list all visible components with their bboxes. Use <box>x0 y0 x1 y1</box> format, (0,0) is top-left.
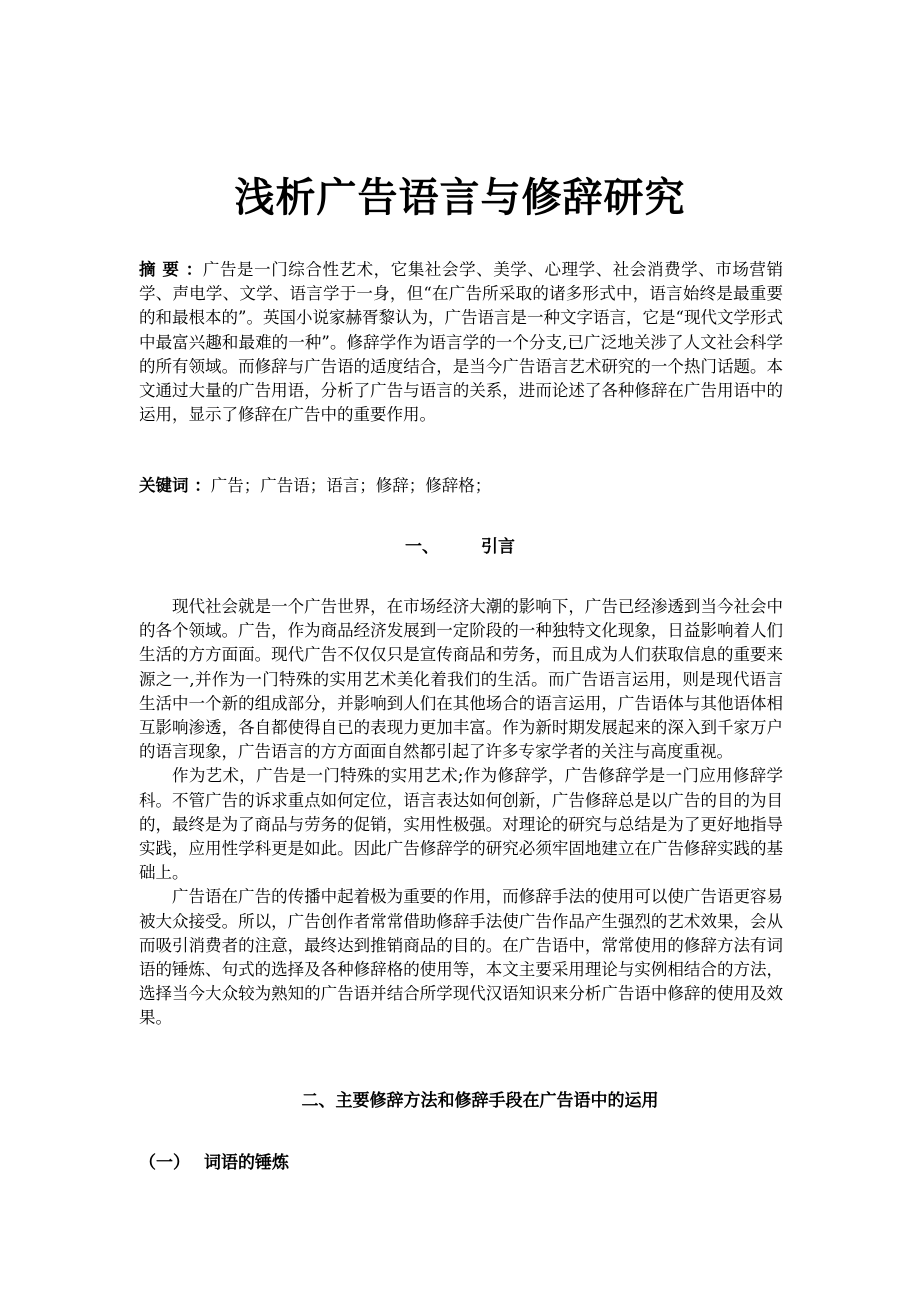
section-number: 一、 <box>405 537 439 557</box>
paper-title: 浅析广告语言与修辞研究 <box>234 175 686 221</box>
keywords-label: 关键词 ： <box>139 476 211 495</box>
section-heading-rhetoric-methods: 二、主要修辞方法和修辞手段在广告语中的运用 <box>301 1091 659 1111</box>
keywords-text: 广告；广告语；语言；修辞；修辞格； <box>210 476 492 495</box>
paragraph: 广告语在广告的传播中起着极为重要的作用，而修辞手法的使用可以使广告语更容易被大众接受。所以，广告创作者常常借助修辞手法使广告作品产生强烈的艺术效果，会从而吸引消费者的注意，最终达到推销商品的目的。在广告语中，常常使用的修辞方法有词语的锤炼、句式的选择及各种修辞格的使用等，本文主要采用理论与实例相结合的方法，选择当今大众较为熟知的广告语并结合所学现代汉语知识来分析广告语中修辞的使用及效果。 <box>139 887 783 1028</box>
abstract-text: 广告是一门综合性艺术，它集社会学、美学、心理学、社会消费学、市场营销学、声电学、文学、语言学于一身，但“在广告所采取的诸多形式中，语言始终是最重要的和最根本的”。英国小说家赫胥黎认为，广告语言是一种文字语言，它是“现代文学形式中最富兴趣和最难的一种”。修辞学作为语言学的一个分支,已广泛地关涉了人文社会科学的所有领域。而修辞与广告语的适度结合，是当今广告语言艺术研究的一个热门话题。本文通过大量的广告用语，分析了广告与语言的关系，进而论述了各种修辞在广告用语中的运用，显示了修辞在广告中的重要作用。 <box>139 260 783 425</box>
keywords <box>139 474 783 498</box>
abstract-label: 摘 要 ： <box>139 260 203 279</box>
abstract <box>139 258 783 427</box>
paragraph: 现代社会就是一个广告世界，在市场经济大潮的影响下，广告已经渗透到当今社会中的各个领域。广告，作为商品经济发展到一定阶段的一种独特文化现象，日益影响着人们生活的方方面面。现代广告不仅仅只是宣传商品和劳务，而且成为人们获取信息的重要来源之一,并作为一门特殊的实用艺术美化着我们的生活。而广告语言运用，则是现代语言生活中一个新的组成部分，并影响到人们在其他场合的语言运用，广告语体与其他语体相互影响渗透，各自都使得自已的表现力更加丰富。作为新时期发展起来的深入到千家万户的语言现象，广告语言的方方面面自然都引起了许多专家学者的关注与高度重视。 <box>139 597 783 762</box>
section-heading-introduction <box>0 534 920 560</box>
subsection-number: （一） <box>139 1153 190 1173</box>
introduction-body <box>139 595 783 1031</box>
paragraph: 作为艺术，广告是一门特殊的实用艺术;作为修辞学，广告修辞学是一门应用修辞学科。不管广告的诉求重点如何定位，语言表达如何创新，广告修辞总是以广告的目的为目的，最终是为了商品与劳务的促销，实用性极强。对理论的研究与总结是为了更好地指导实践，应用性学科更是如此。因此广告修辞学的研究必须牢固地建立在广告修辞实践的基础上。 <box>139 766 783 883</box>
subsection-heading-word-refinement <box>139 1150 289 1176</box>
subsection-title: 词语的锤炼 <box>204 1153 289 1173</box>
section-title: 引言 <box>481 537 515 557</box>
